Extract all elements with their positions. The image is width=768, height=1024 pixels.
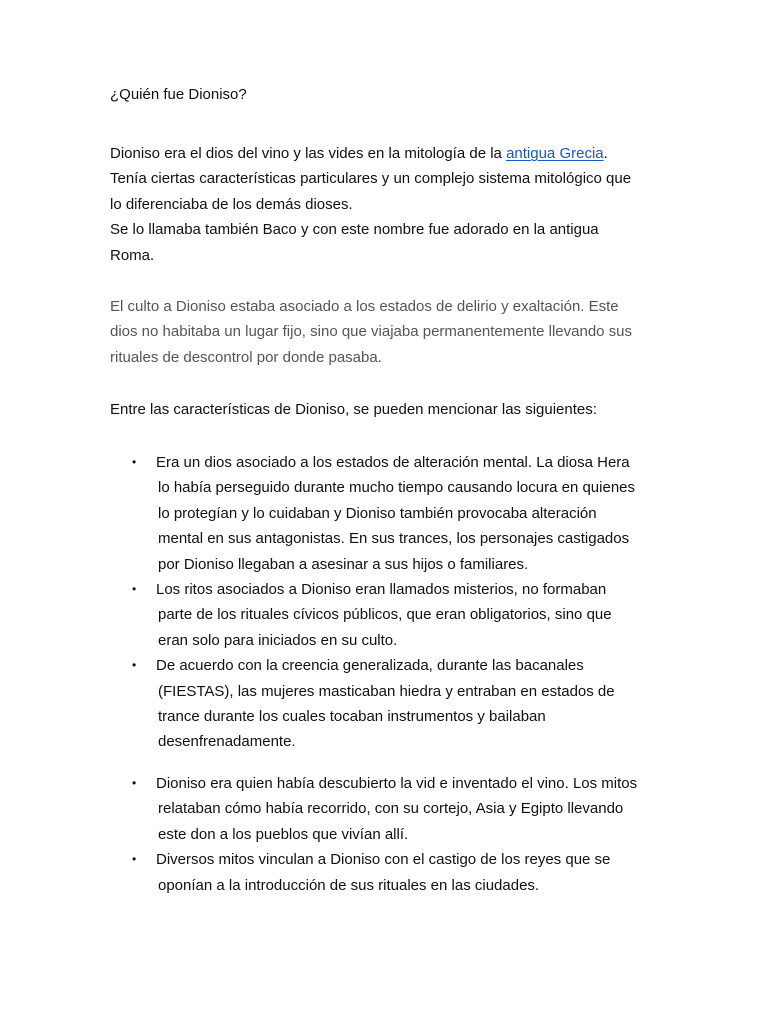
antigua-grecia-link[interactable]: antigua Grecia	[506, 145, 604, 162]
bullet-icon: •	[132, 455, 137, 469]
characteristics-list-2	[0, 771, 637, 898]
list-item-line: desenfrenadamente.	[158, 733, 296, 751]
paragraph-intro-line-1	[110, 141, 608, 166]
list-item	[0, 771, 637, 847]
list-item-line: De acuerdo con la creencia generalizada, durante las bacanales	[156, 657, 584, 675]
bullet-icon: •	[132, 776, 137, 790]
list-item-line: parte de los rituales cívicos públicos, que eran obligatorios, sino que	[158, 606, 612, 624]
list-item-line: lo protegían y lo cuidaban y Dioniso también provocaba alteración	[158, 504, 597, 522]
paragraph-intro-period: .	[603, 145, 608, 162]
paragraph-intro-line-5: Roma.	[110, 246, 155, 264]
paragraph-culto-line-2: dios no habitaba un lugar fijo, sino que viajaba permanentemente llevando sus	[110, 323, 633, 341]
list-item-line: (FIESTAS), las mujeres masticaban hiedra y entraban en estados de	[158, 682, 615, 700]
paragraph-culto-line-1: El culto a Dioniso estaba asociado a los estados de delirio y exaltación. Este	[110, 298, 619, 315]
list-item-line: oponían a la introducción de sus rituales en las ciudades.	[158, 876, 540, 894]
bullet-icon: •	[132, 582, 137, 597]
list-item	[0, 577, 635, 653]
list-item-line: Era un dios asociado a los estados de alteración mental. La diosa Hera	[156, 454, 630, 471]
bullet-icon: •	[132, 852, 137, 867]
paragraph-intro-text: Dioniso era el dios del vino y las vides en la mitología de la	[110, 145, 507, 162]
paragraph-list-intro: Entre las características de Dioniso, se pueden mencionar las siguientes:	[110, 401, 597, 418]
bullet-icon: •	[132, 658, 137, 673]
list-item-line: relataban cómo había recorrido, con su cortejo, Asia y Egipto llevando	[158, 800, 624, 818]
paragraph-intro-line-4: Se lo llamaba también Baco y con este nombre fue adorado en la antigua	[110, 221, 599, 239]
characteristics-list-1	[0, 450, 635, 755]
list-item-line: Diversos mitos vinculan a Dioniso con el castigo de los reyes que se	[156, 851, 611, 869]
list-item-line: trance durante los cuales tocaban instrumentos y bailaban	[158, 708, 546, 726]
list-item-line: mental en sus antagonistas. En sus trances, los personajes castigados	[158, 530, 630, 548]
list-item-line: este don a los pueblos que vivían allí.	[158, 825, 409, 843]
paragraph-intro-line-2: Tenía ciertas características particulares y un complejo sistema mitológico que	[110, 170, 632, 188]
list-item-line: eran solo para iniciados en su culto.	[158, 631, 398, 649]
list-item-line: por Dioniso llegaban a asesinar a sus hijos o familiares.	[158, 555, 529, 573]
list-item	[0, 847, 637, 898]
paragraph-culto-line-3: rituales de descontrol por donde pasaba.	[110, 348, 382, 366]
list-item	[0, 653, 635, 755]
paragraph-intro-line-3: lo diferenciaba de los demás dioses.	[110, 195, 353, 213]
list-item-line: Los ritos asociados a Dioniso eran llamados misterios, no formaban	[156, 581, 607, 599]
list-item-line: lo había perseguido durante mucho tiempo causando locura en quienes	[158, 479, 635, 497]
page-title: ¿Quién fue Dioniso?	[110, 86, 247, 103]
list-item-line: Dioniso era quien había descubierto la vid e inventado el vino. Los mitos	[156, 775, 638, 792]
list-item	[0, 450, 635, 577]
